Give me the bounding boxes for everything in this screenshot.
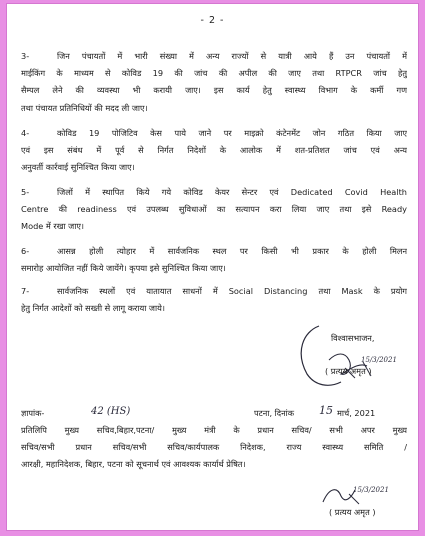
paragraph-6 [21,243,407,277]
paragraph-line: माईकिंग के माध्यम से कोविड 19 की जांच की अपील की जाए तथा RTPCR जांच हेतु [21,68,407,79]
paragraph-line: तथा पंचायत प्रतिनिधियों की मदद ली जाए। [21,102,148,113]
paragraph-number: 3- [21,51,30,61]
memo-number: 42 (HS) [91,406,131,417]
signoff-name: ( प्रत्यय अमृत ) [325,366,372,376]
paragraph-line: Mode में रखा जाए। [21,221,85,232]
paragraph-5 [21,184,407,236]
paragraph-line: 5- जिलों में स्थापित किये गये कोविड केयर सेन्टर एवं Dedicated Covid Health [21,184,407,201]
second-signoff-name: ( प्रत्यय अमृत ) [329,507,376,517]
paragraph-4 [21,125,407,177]
paragraph-line: सैम्पल लेने की व्यवस्था भी करायी जाए। इस कार्य हेतु स्वास्थ्य विभाग के कर्मी गण [21,85,407,96]
paragraph-line: अनुवर्ती कार्रवाई सुनिश्चित किया जाए। [21,162,135,173]
paragraph-line: 6- आसन्न होली त्योहार में सार्वजनिक स्थल पर किसी भी प्रकार के होली मिलन [21,243,407,260]
paragraph-line: 7- सार्वजनिक स्थलों एवं यातायात साधनों में Social Distancing तथा Mask के प्रयोग [21,283,407,300]
paragraph-line: 3- जिन पंचायतों में भारी संख्या में अन्य राज्यों से यात्री आये हैं उन पंचायतों में [21,48,407,65]
paragraph-line: प्रतिलिपि मुख्य सचिव,बिहार,पटना/ मुख्य मंत्री के प्रधान सचिव/ सभी अपर मुख्य [21,425,407,435]
copy-to-paragraph [21,422,407,474]
paragraph-number: 4- [21,128,30,138]
memo-place-date: पटना, दिनांक [254,408,295,418]
paragraph-3 [21,48,407,117]
paragraph-line: सचिव/सभी प्रधान सचिव/सभी सचिव/कार्यपालक निदेशक, राज्य स्वास्थ्य समिति / [21,442,407,453]
page-number: - 2 - [200,15,225,26]
paragraph-line: हेतु निर्गत आदेशों को सख्ती से लागू कराया जाये। [21,303,165,314]
paragraph-line: एवं इस संबंध में पूर्व से निर्गत निदेशों के आलोक में शत-प्रतिशत जांच एवं अन्य [21,145,407,156]
document-page [7,4,418,530]
paragraph-line: आरक्षी, महानिदेशक, बिहार, पटना को सूचनार्थ एवं आवश्यक कार्यार्थ प्रेषित। [21,459,246,470]
memo-label: ज्ञापांक- [21,408,45,418]
paragraph-number: 7- [21,286,30,296]
memo-date-day: 15 [319,404,333,417]
paragraph-line: Centre की readiness एवं उपलब्ध सुविधाओं का सत्यापन करा लिया जाए तथा इसे Ready [21,204,407,215]
signoff-greeting: विश्वासभाजन, [331,333,375,343]
paragraph-7 [21,283,407,317]
paragraph-line: समारोह आयोजित नहीं किये जायेंगे। कृपया इसे सुनिश्चित किया जाए। [21,263,226,274]
handwritten-date: 15/3/2021 [361,356,397,364]
paragraph-number: 6- [21,246,30,256]
second-handwritten-date: 15/3/2021 [353,486,389,494]
memo-date-suffix: मार्च, 2021 [337,408,376,418]
paragraph-number: 5- [21,187,30,197]
paragraph-line: 4- कोविड 19 पोजिटिव केस पाये जाने पर माइक्रो कंटेनमेंट जोन गठित किया जाए [21,125,407,142]
